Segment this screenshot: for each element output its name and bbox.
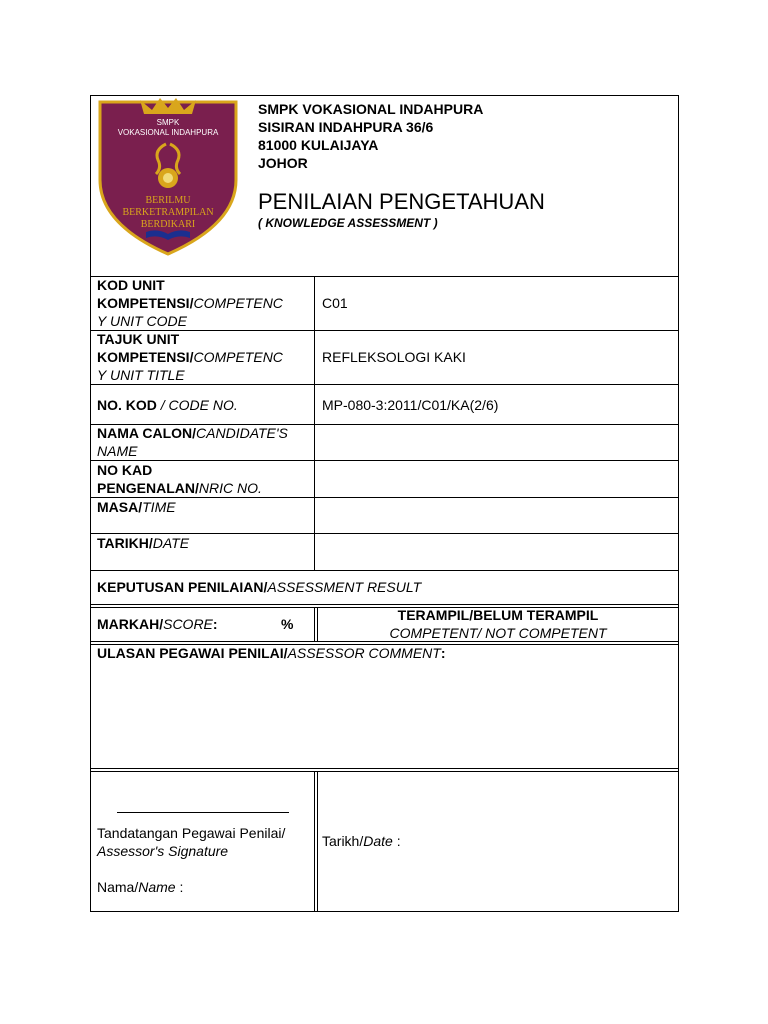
assessor-comment-label (97, 644, 446, 662)
signature-line (117, 812, 289, 813)
date-field[interactable] (318, 537, 674, 566)
unit-title-label (97, 330, 312, 384)
assessor-name-label-text: Nama/ (97, 879, 139, 895)
logo-top-line-2: VOKASIONAL INDAHPURA (117, 128, 219, 137)
unit-code-label-italic-3: Y UNIT CODE (97, 313, 187, 329)
candidate-name-field[interactable] (318, 428, 674, 456)
frame-left (90, 95, 91, 912)
unit-title-label-bold-1: TAJUK UNIT (97, 331, 180, 347)
assessment-result-label-bold: KEPUTUSAN PENILAIAN/ (97, 579, 268, 595)
school-name: SMPK VOKASIONAL INDAHPURA (258, 101, 484, 117)
unit-title-label-italic-3: Y UNIT TITLE (97, 367, 185, 383)
assessment-result-label (97, 578, 421, 596)
score-label-colon: : (212, 616, 218, 632)
candidate-name-label-bold: NAMA CALON/ (97, 425, 197, 441)
date-label-italic: DATE (152, 535, 190, 551)
logo-motto-2: BERKETRAMPILAN (122, 207, 214, 218)
assessor-comment-label-colon: : (440, 645, 446, 661)
unit-title-value: REFLEKSOLOGI KAKI (322, 349, 466, 365)
date-label-bold: TARIKH/ (97, 535, 153, 551)
time-label (97, 498, 176, 516)
unit-title-label-italic-2: COMPETENC (193, 349, 283, 365)
address-line-1: SISIRAN INDAHPURA 36/6 (258, 119, 434, 135)
signature-label-italic: Assessor's Signature (97, 843, 229, 859)
school-logo (96, 96, 240, 256)
time-label-italic: TIME (142, 499, 176, 515)
row-line (90, 771, 679, 772)
page-subtitle: ( KNOWLEDGE ASSESSMENT ) (258, 216, 438, 230)
logo-motto-3: BERDIKARI (140, 219, 196, 230)
unit-code-label-bold-2: KOMPETENSI/ (97, 295, 194, 311)
unit-code-label-bold-1: KOD UNIT (97, 277, 165, 293)
date-label (97, 534, 189, 552)
assessor-comment-label-italic: ASSESSOR COMMENT (287, 645, 441, 661)
competent-status-bold: TERAMPIL/BELUM TERAMPIL (397, 607, 599, 623)
nric-label-bold-2: PENGENALAN/ (97, 480, 199, 496)
signature-label: Tandatangan Pegawai Penilai/ (97, 825, 286, 841)
score-label-italic: SCORE (163, 616, 213, 632)
code-no-label (97, 396, 238, 414)
time-label-bold: MASA/ (97, 499, 143, 515)
code-no-label-bold: NO. KOD (97, 397, 157, 413)
logo-top-line-1: SMPK (156, 118, 180, 127)
signature-date-label-italic: Date (363, 833, 393, 849)
col-line (314, 276, 315, 570)
logo-motto-1: BERILMU (145, 195, 191, 206)
address-line-3: JOHOR (258, 155, 308, 171)
candidate-name-label-italic-1: CANDIDATE'S (196, 425, 288, 441)
row-line (90, 497, 679, 498)
candidate-name-label (97, 424, 312, 460)
unit-code-value: C01 (322, 295, 348, 311)
signature-date-label-text: Tarikh/ (322, 833, 364, 849)
unit-code-label-italic-2: COMPETENC (193, 295, 283, 311)
col-line (314, 771, 315, 911)
nric-label-italic: NRIC NO. (198, 480, 262, 496)
address-line-2: 81000 KULAIJAYA (258, 137, 379, 153)
assessor-name-label-colon: : (175, 879, 184, 895)
code-no-value: MP-080-3:2011/C01/KA(2/6) (322, 397, 499, 413)
assessment-result-label-italic: ASSESSMENT RESULT (267, 579, 422, 595)
row-line (90, 570, 679, 571)
assessor-comment-label-bold: ULASAN PEGAWAI PENILAI/ (97, 645, 288, 661)
frame-bottom (90, 911, 679, 912)
score-label-bold: MARKAH/ (97, 616, 164, 632)
score-label (97, 615, 218, 633)
assessor-comment-area[interactable] (92, 664, 676, 766)
nric-label-bold-1: NO KAD (97, 462, 153, 478)
page-title: PENILAIAN PENGETAHUAN (258, 189, 545, 214)
col-line (317, 771, 318, 911)
row-line (90, 604, 679, 605)
candidate-name-label-italic-2: NAME (97, 443, 138, 459)
row-line (90, 384, 679, 385)
competent-status-italic: COMPETENT/ NOT COMPETENT (389, 625, 607, 641)
signature-date-label (322, 832, 401, 850)
nric-label (97, 461, 312, 497)
row-line (90, 768, 679, 769)
assessor-name-label (97, 878, 183, 896)
code-no-label-italic: / CODE NO. (156, 397, 238, 413)
signature-date-label-colon: : (392, 833, 401, 849)
nric-field[interactable] (318, 464, 674, 493)
unit-title-label-bold-2: KOMPETENSI/ (97, 349, 194, 365)
assessor-name-label-italic: Name (138, 879, 176, 895)
frame-right (678, 95, 679, 912)
col-line (314, 607, 315, 641)
time-field[interactable] (318, 501, 674, 529)
unit-code-label (97, 276, 312, 330)
score-percent: % (281, 616, 294, 632)
